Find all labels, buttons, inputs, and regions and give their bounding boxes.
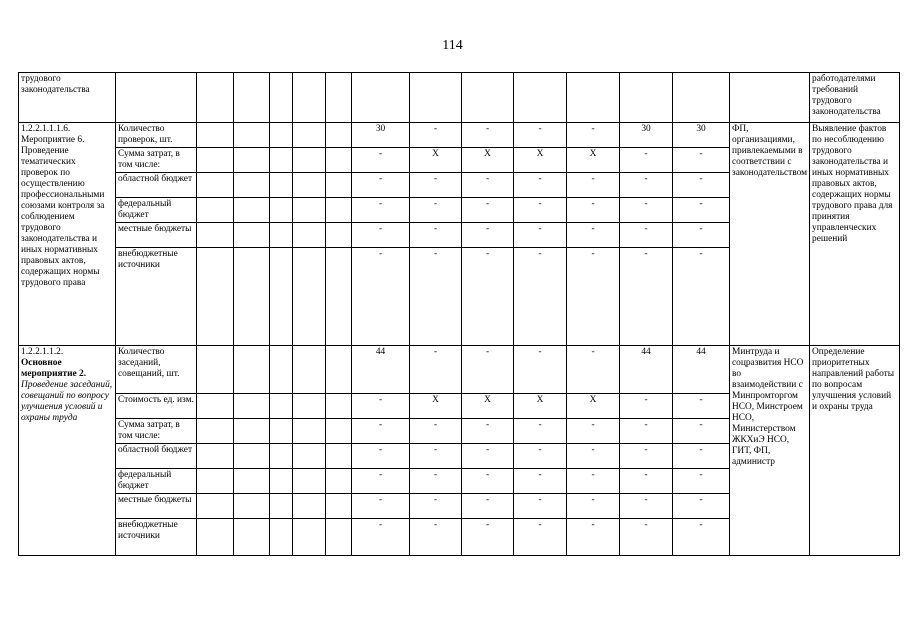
value-cell: - (514, 173, 567, 198)
value-cell: - (567, 494, 620, 519)
value-cell: - (620, 494, 673, 519)
value-cell: - (410, 444, 462, 469)
value-cell: 44 (352, 346, 410, 394)
value-cell: - (462, 494, 514, 519)
table-row (19, 123, 900, 148)
value-cell: - (514, 123, 567, 148)
value-cell: - (352, 469, 410, 494)
value-cell: 30 (352, 123, 410, 148)
value-cell: - (462, 519, 514, 556)
value-cell: - (567, 444, 620, 469)
row-label: местные бюджеты (116, 494, 197, 519)
value-cell: - (462, 198, 514, 223)
value-cell: - (410, 248, 462, 346)
value-cell: - (673, 444, 730, 469)
value-cell: - (410, 419, 462, 444)
value-cell: X (462, 148, 514, 173)
value-cell: - (567, 469, 620, 494)
value-cell: - (673, 419, 730, 444)
value-cell: X (514, 394, 567, 419)
value-cell: - (567, 519, 620, 556)
value-cell: X (410, 148, 462, 173)
value-cell: - (352, 223, 410, 248)
row-label: Количество проверок, шт. (116, 123, 197, 148)
value-cell: - (352, 519, 410, 556)
event6-executor: ФП, организациями, привлекаемыми в соответствии с законодательством (730, 123, 810, 346)
value-cell: X (514, 148, 567, 173)
event2-title-bold: Основное мероприятие 2. (21, 358, 87, 379)
row-label: внебюджетные источники (116, 248, 197, 346)
value-cell: - (514, 519, 567, 556)
value-cell: - (462, 444, 514, 469)
value-cell: - (620, 223, 673, 248)
value-cell: - (567, 173, 620, 198)
row-label: местные бюджеты (116, 223, 197, 248)
value-cell: - (410, 198, 462, 223)
continuation-row (19, 73, 900, 123)
value-cell: 44 (620, 346, 673, 394)
value-cell: 30 (673, 123, 730, 148)
continuation-left-text: трудового законодательства (19, 73, 116, 123)
value-cell: - (673, 223, 730, 248)
row-label: федеральный бюджет (116, 469, 197, 494)
value-cell: X (567, 394, 620, 419)
value-cell: - (567, 123, 620, 148)
value-cell: - (620, 198, 673, 223)
value-cell: - (514, 248, 567, 346)
value-cell: - (567, 419, 620, 444)
value-cell: - (567, 346, 620, 394)
event2-title-italic: Проведение заседаний, совещаний по вопросу улучшения условий и охраны труда (21, 380, 113, 423)
row-label: внебюджетные источники (116, 519, 197, 556)
value-cell: - (410, 173, 462, 198)
value-cell: - (620, 419, 673, 444)
value-cell: - (514, 198, 567, 223)
value-cell: - (352, 248, 410, 346)
value-cell: - (514, 444, 567, 469)
value-cell: - (514, 469, 567, 494)
continuation-right-text: работодателями требований трудового законодательства (810, 73, 900, 123)
value-cell: - (352, 394, 410, 419)
value-cell: X (410, 394, 462, 419)
value-cell: - (462, 248, 514, 346)
table-row (19, 346, 900, 394)
value-cell: - (462, 469, 514, 494)
value-cell: - (462, 123, 514, 148)
value-cell: - (514, 419, 567, 444)
value-cell: - (514, 494, 567, 519)
value-cell: - (620, 148, 673, 173)
value-cell: - (410, 123, 462, 148)
value-cell: - (673, 394, 730, 419)
row-label: Сумма затрат, в том числе: (116, 419, 197, 444)
value-cell: - (620, 469, 673, 494)
row-label: областной бюджет (116, 444, 197, 469)
value-cell: - (352, 444, 410, 469)
value-cell: - (567, 248, 620, 346)
value-cell: - (673, 198, 730, 223)
activities-table (18, 72, 900, 556)
value-cell: - (620, 248, 673, 346)
row-label: областной бюджет (116, 173, 197, 198)
row-label: федеральный бюджет (116, 198, 197, 223)
value-cell: X (567, 148, 620, 173)
value-cell: - (673, 519, 730, 556)
value-cell: 44 (673, 346, 730, 394)
row-label: Стоимость ед. изм. (116, 394, 197, 419)
value-cell: - (462, 173, 514, 198)
value-cell: - (514, 346, 567, 394)
event6-result: Выявление фактов по несоблюдению трудового законодательства и иных нормативных правовых актов, содержащих нормы трудового права для принятия управленческих решений (810, 123, 900, 346)
value-cell: - (567, 198, 620, 223)
event6-title: Мероприятие 6. Проведение тематических проверок по осуществлению профессиональными союзами контроля за соблюдением трудового законодательства и иных нормативных правовых актов, содержащих нормы трудового права (21, 135, 105, 288)
value-cell: - (410, 223, 462, 248)
value-cell: - (462, 419, 514, 444)
event6-cell (19, 123, 116, 346)
value-cell: - (673, 173, 730, 198)
value-cell: - (620, 173, 673, 198)
value-cell: - (462, 223, 514, 248)
value-cell: - (352, 173, 410, 198)
value-cell: - (673, 469, 730, 494)
value-cell: - (352, 494, 410, 519)
value-cell: - (567, 223, 620, 248)
value-cell: - (352, 148, 410, 173)
value-cell: 30 (620, 123, 673, 148)
event6-code: 1.2.2.1.1.1.6. (21, 124, 71, 134)
value-cell: - (462, 346, 514, 394)
row-label: Сумма затрат, в том числе: (116, 148, 197, 173)
value-cell: - (673, 494, 730, 519)
value-cell: - (410, 519, 462, 556)
value-cell: X (462, 394, 514, 419)
value-cell: - (620, 519, 673, 556)
value-cell: - (352, 419, 410, 444)
event2-result: Определение приоритетных направлений работы по вопросам улучшения условий и охраны труда (810, 346, 900, 556)
page-number: 114 (442, 38, 463, 53)
value-cell: - (352, 198, 410, 223)
value-cell: - (673, 148, 730, 173)
event2-cell (19, 346, 116, 556)
event2-executor: Минтруда и соцразвития НСО во взаимодействии с Минпромторгом НСО, Минстроем НСО, Министерством ЖКХиЭ НСО, ГИТ, ФП, администр (730, 346, 810, 556)
value-cell: - (620, 444, 673, 469)
event2-code: 1.2.2.1.1.2. (21, 347, 64, 357)
value-cell: - (410, 494, 462, 519)
value-cell: - (410, 346, 462, 394)
row-label: Количество заседаний, совещаний, шт. (116, 346, 197, 394)
value-cell: - (514, 223, 567, 248)
value-cell: - (410, 469, 462, 494)
value-cell: - (673, 248, 730, 346)
value-cell: - (620, 394, 673, 419)
